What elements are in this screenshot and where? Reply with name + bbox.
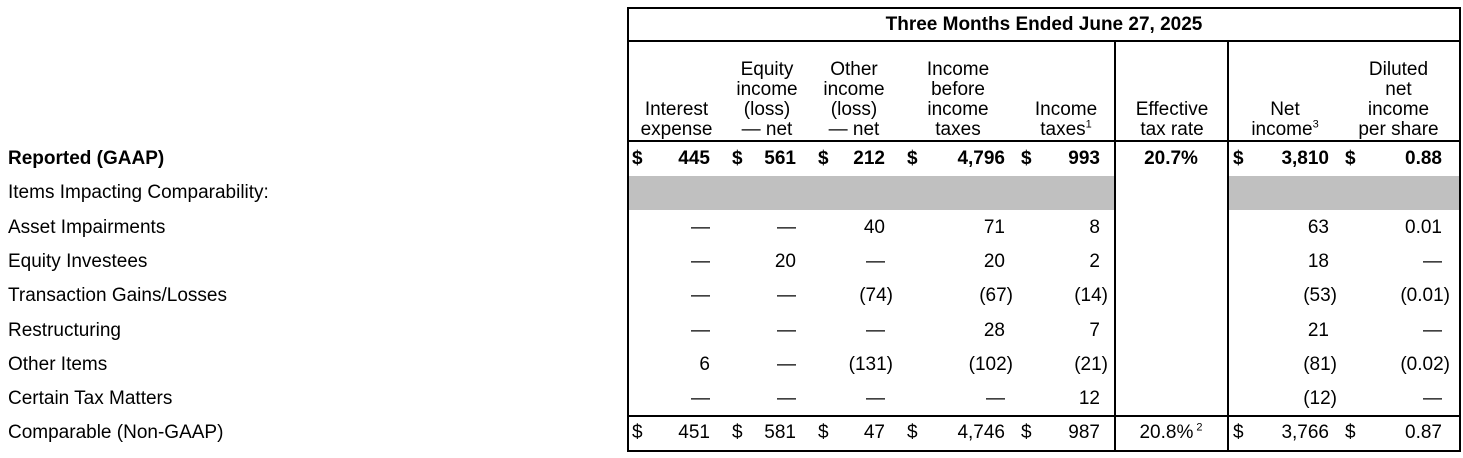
column-header-line: (loss) <box>830 99 878 120</box>
row-label: Certain Tax Matters <box>8 388 173 410</box>
currency-symbol: $ <box>818 422 829 444</box>
column-header-line: before <box>931 79 985 100</box>
column-header-line: income <box>823 79 885 100</box>
table-cell: 212 <box>853 148 885 169</box>
table-cell: — <box>691 319 710 341</box>
table-cell: — <box>866 388 885 410</box>
table-cell: 3,810 <box>1281 148 1329 169</box>
footnote-marker: 2 <box>1193 422 1203 435</box>
currency-symbol: $ <box>1345 422 1356 444</box>
table-cell: (14) <box>1074 285 1108 307</box>
table-cell: 4,746 <box>957 422 1005 444</box>
column-header-line: — net <box>828 119 880 140</box>
column-header-line: taxes <box>935 119 981 140</box>
column-header-line: Diluted <box>1368 59 1429 80</box>
table-cell: — <box>866 319 885 341</box>
column-header <box>1342 44 1455 140</box>
footnote-marker: 1 <box>1085 118 1092 131</box>
table-cell: (0.02) <box>1400 353 1450 375</box>
table-cell: — <box>866 250 885 272</box>
table-cell: 6 <box>699 353 710 375</box>
table-cell: 40 <box>863 216 885 238</box>
column-header-line: income$^3$ <box>1251 118 1319 140</box>
column-header-line: Other <box>830 59 878 80</box>
column-header <box>903 44 1013 140</box>
column-header-line: tax rate <box>1140 119 1204 140</box>
column-header <box>1020 44 1112 140</box>
table-cell: (67) <box>979 285 1013 307</box>
shaded-band <box>629 176 1114 210</box>
column-header-line: income <box>927 99 989 120</box>
column-header-line: income <box>736 79 798 100</box>
table-cell: 8 <box>1089 216 1100 238</box>
table-cell: 0.01 <box>1405 216 1442 238</box>
table-cell: 20 <box>983 250 1005 272</box>
column-header-line: Income <box>926 59 990 80</box>
table-cell: (0.01) <box>1400 285 1450 307</box>
currency-symbol: $ <box>732 422 743 444</box>
table-cell: 20.8% $^2$ <box>1139 422 1203 444</box>
table-cell: 47 <box>863 422 885 444</box>
table-cell: 7 <box>1089 319 1100 341</box>
column-header-line: net <box>1385 79 1412 100</box>
row-label: Other Items <box>8 353 108 375</box>
column-header <box>1116 44 1228 140</box>
table-cell: (81) <box>1303 353 1337 375</box>
currency-symbol: $ <box>1233 422 1244 444</box>
column-header-line: expense <box>640 119 713 140</box>
table-cell: — <box>691 388 710 410</box>
table-cell: — <box>777 353 796 375</box>
table-cell: 63 <box>1307 216 1329 238</box>
column-header-line: (loss) <box>743 99 791 120</box>
shaded-band <box>1229 176 1459 210</box>
table-cell: — <box>1423 250 1442 272</box>
column-header <box>815 44 893 140</box>
currency-symbol: $ <box>1021 422 1032 444</box>
table-cell: (21) <box>1074 353 1108 375</box>
table-cell: 28 <box>983 319 1005 341</box>
row-label: Equity Investees <box>8 250 148 272</box>
currency-symbol: $ <box>1021 148 1032 169</box>
row-label: Items Impacting Comparability: <box>8 182 269 204</box>
table-cell: (12) <box>1303 388 1337 410</box>
table-cell: — <box>777 216 796 238</box>
column-header-line: — net <box>741 119 793 140</box>
table-cell: — <box>777 285 796 307</box>
table-cell: 581 <box>764 422 796 444</box>
table-cell: (74) <box>859 285 893 307</box>
table-cell: 3,766 <box>1281 422 1329 444</box>
table-cell: 993 <box>1068 148 1100 169</box>
currency-symbol: $ <box>907 148 918 169</box>
column-header <box>728 44 806 140</box>
currency-symbol: $ <box>1233 148 1244 169</box>
row-label: Transaction Gains/Losses <box>8 285 227 307</box>
row-label: Restructuring <box>8 319 121 341</box>
table-cell: 20.7% <box>1144 148 1198 169</box>
table-cell: 12 <box>1078 388 1100 410</box>
table-cell: 4,796 <box>957 148 1005 169</box>
currency-symbol: $ <box>818 148 829 169</box>
column-header-line: per share <box>1358 119 1439 140</box>
table-cell: — <box>691 250 710 272</box>
table-cell: 18 <box>1307 250 1329 272</box>
table-cell: — <box>691 285 710 307</box>
column-header <box>633 44 720 140</box>
table-cell: — <box>777 388 796 410</box>
table-cell: 71 <box>983 216 1005 238</box>
table-cell: 0.87 <box>1405 422 1442 444</box>
column-header-line: Effective <box>1135 99 1209 120</box>
column-header-line: taxes$^1$ <box>1040 118 1092 140</box>
currency-symbol: $ <box>1345 148 1356 169</box>
table-cell: (131) <box>848 353 893 375</box>
table-title: Three Months Ended June 27, 2025 <box>885 14 1203 35</box>
table-cell: 21 <box>1307 319 1329 341</box>
currency-symbol: $ <box>632 422 643 444</box>
row-label: Asset Impairments <box>8 216 166 238</box>
column-header-line: Equity <box>740 59 794 80</box>
table-cell: 451 <box>678 422 710 444</box>
table-cell: (102) <box>968 353 1013 375</box>
title-divider <box>627 40 1461 42</box>
footnote-marker: 3 <box>1312 118 1319 131</box>
table-cell: 445 <box>678 148 710 169</box>
table-cell: 987 <box>1068 422 1100 444</box>
table-cell: 0.88 <box>1405 148 1442 169</box>
table-cell: — <box>1423 388 1442 410</box>
table-cell: 561 <box>764 148 796 169</box>
column-header-line: Income <box>1034 99 1098 120</box>
table-cell: — <box>691 216 710 238</box>
table-cell: — <box>777 319 796 341</box>
row-label: Comparable (Non-GAAP) <box>8 422 224 444</box>
column-header-line: Net <box>1270 99 1300 120</box>
currency-symbol: $ <box>732 148 743 169</box>
table-cell: 2 <box>1089 250 1100 272</box>
currency-symbol: $ <box>632 148 643 169</box>
table-cell: (53) <box>1303 285 1337 307</box>
table-cell: — <box>986 388 1005 410</box>
table-cell: 20 <box>774 250 796 272</box>
currency-symbol: $ <box>907 422 918 444</box>
table-cell: — <box>1423 319 1442 341</box>
column-header <box>1230 44 1340 140</box>
column-header-line: income <box>1367 99 1430 120</box>
column-header-line: Interest <box>644 99 709 120</box>
row-label: Reported (GAAP) <box>8 148 165 169</box>
